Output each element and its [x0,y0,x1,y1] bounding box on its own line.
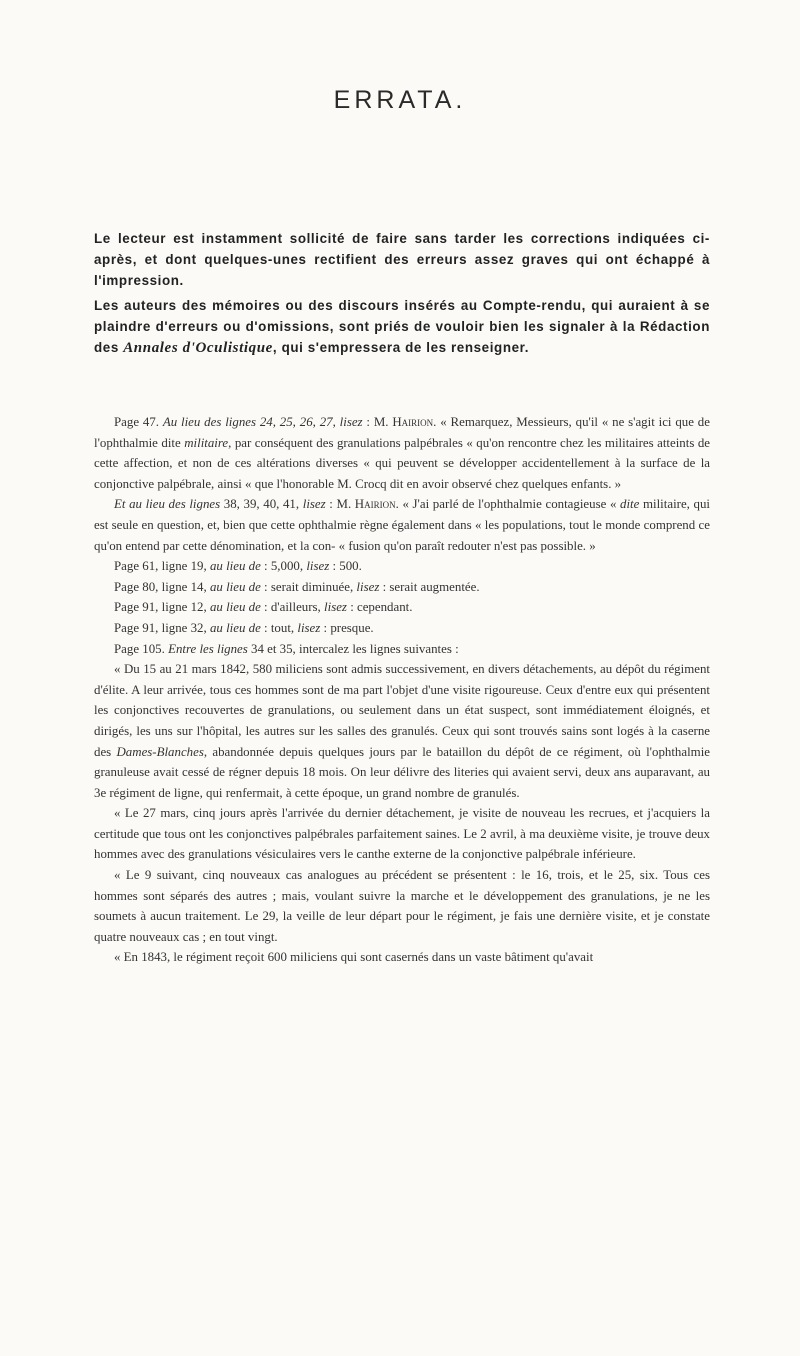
corrections-list [94,412,710,968]
inserted-paragraph-4: « En 1843, le régiment reçoit 600 miliciens qui sont casernés dans un vaste bâtiment qu'avait [114,950,594,965]
correction-page-91-b: Page 91, ligne 32, au lieu de : tout, lisez : presque. [114,620,374,635]
inserted-paragraph-3: « Le 9 suivant, cinq nouveaux cas analogues au précédent se présentent : le 16, trois, et le 25, six. Tous ces hommes sont séparés des autres ; mais, voulant suivre la marche et le développement des granulations, je ne les soumets à aucun traitement. Le 29, la veille de leur départ pour le régiment, je fais une dernière visite, et je constate quatre nouveaux cas ; en tout vingt. [94,868,710,944]
correction-page-47-second: Et au lieu des lignes 38, 39, 40, 41, lisez : M. Hairion. « J'ai parlé de l'ophthalmie contagieuse « dite militaire, qui est seule en question, et, bien que cette ophthalmie règne également dans « les populations, tout le monde comprend ce qu'on entend par cette dénomination, et la con- « fusion qu'on paraît redouter n'est pas possible. » [94,497,710,553]
inserted-paragraph-1: « Du 15 au 21 mars 1842, 580 miliciens sont admis successivement, en divers détachements, au dépôt du régiment d'élite. A leur arrivée, tous ces hommes sont de ma part l'objet d'une visite rigoureuse. Ceux d'entre eux qui présentent les conjonctives recouvertes de granulations, ou seulement dans un état suspect, sont immédiatement éloignés, et dirigés, les uns sur l'hôpital, les autres sur les salles des granulés. Ceux qui sont trouvés sains sont logés à la caserne des Dames-Blanches, abandonnée depuis quelques jours par le bataillon du dépôt de ce régiment, où l'ophthalmie granuleuse avait cessé de régner depuis 18 mois. On leur délivre des literies qui avaient servi, deux ans auparavant, au 3e régiment de ligne, qui renfermait, à cette époque, un grand nombre de granulés. [94,662,711,800]
correction-page-91-a: Page 91, ligne 12, au lieu de : d'ailleurs, lisez : cependant. [114,600,413,615]
notice-paragraph-1: Le lecteur est instamment sollicité de faire sans tarder les corrections indiquées ci-après, et dont quelques-unes rectifient des erreurs assez graves qui ont échappé à l'impression. [94,231,710,288]
page-title: ERRATA. [333,86,467,114]
notice-paragraph-2: Les auteurs des mémoires ou des discours insérés au Compte-rendu, qui auraient à se plaindre d'erreurs ou d'omissions, sont priés de vouloir bien les signaler à la Rédaction des Annales d'Oculistique, qui s'empressera de les renseigner. [94,298,710,356]
inserted-paragraph-2: « Le 27 mars, cinq jours après l'arrivée du dernier détachement, je visite de nouveau les recrues, et j'acquiers la certitude que tous ont les conjonctives palpébrales parfaitement saines. Le 2 avril, à ma deuxième visite, je trouve deux hommes avec des granulations vésiculaires vers le canthe externe de la conjonctive palpébrale inférieure. [94,806,710,862]
correction-page-47: Page 47. Au lieu des lignes 24, 25, 26, 27, lisez : M. Hairion. « Remarquez, Messieurs, qu'il « ne s'agit ici que de l'ophthalmie dite militaire, par conséquent des granulations palpébrales « qu'on rencontre chez les militaires atteints de cette affection, et non de ces altérations diverses « qui peuvent se développer accidentellement à la surface de la conjonctive palpébrale, ainsi « que l'honorable M. Crocq dit en avoir observé chez quelques enfants. » [94,415,710,491]
correction-page-105: Page 105. Entre les lignes 34 et 35, intercalez les lignes suivantes : [114,641,459,656]
correction-page-80: Page 80, ligne 14, au lieu de : serait diminuée, lisez : serait augmentée. [114,579,480,594]
correction-page-61: Page 61, ligne 19, au lieu de : 5,000, lisez : 500. [114,559,362,574]
journal-name: Annales d'Oculistique [123,340,273,356]
